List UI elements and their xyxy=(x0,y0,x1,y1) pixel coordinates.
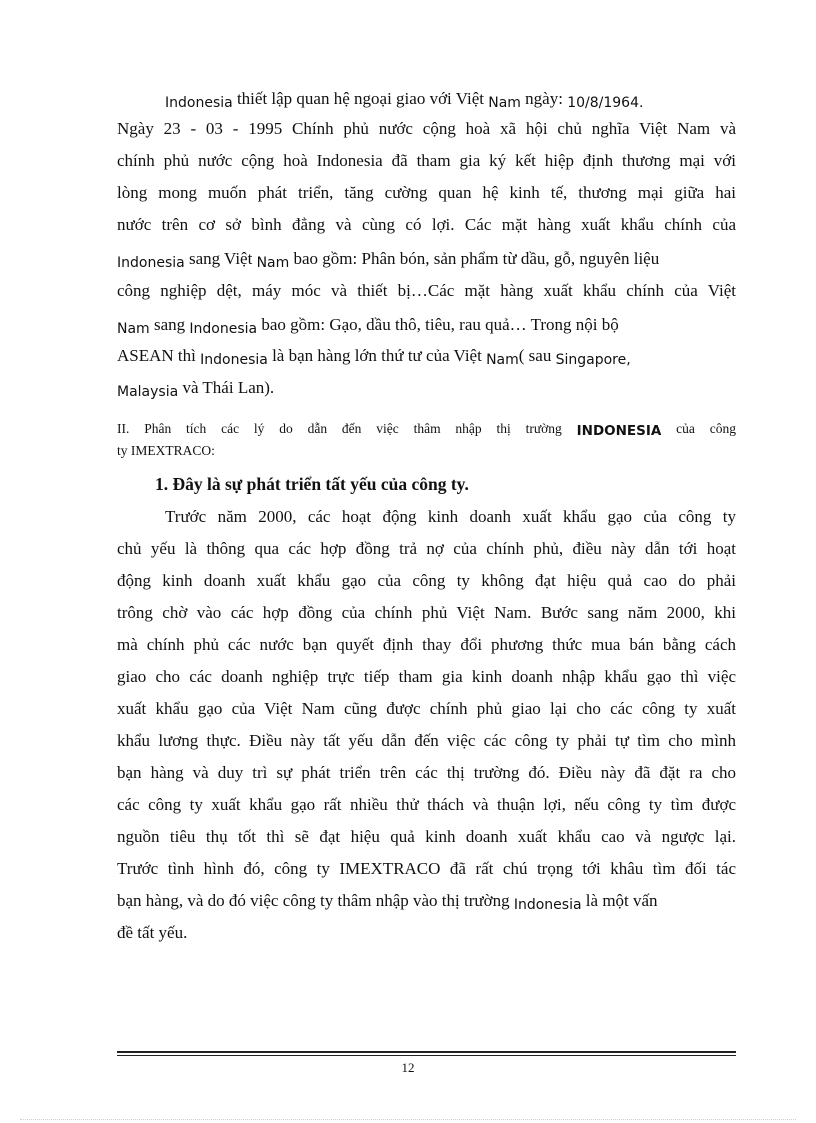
para2-line9: bạn hàng và duy trì sự phát triển trên các thị trường đó. Điều này đã đặt ra cho xyxy=(117,763,736,782)
text-fragment: bạn hàng, và do đó việc công ty thâm nhập vào thị trường xyxy=(117,891,514,910)
para1-line4: lòng mong muốn phát triển, tăng cường quan hệ kinh tế, thương mại giữa hai xyxy=(117,183,736,202)
para2-line14: đề tất yếu. xyxy=(117,923,188,942)
text-fragment: bao gồm: Gạo, dầu thô, tiêu, rau quả… Trong nội bộ xyxy=(257,315,619,334)
para2-line3: động kinh doanh xuất khẩu gạo của công ty không đạt hiệu quả cao do phải xyxy=(117,571,736,590)
para2-line1: Trước năm 2000, các hoạt động kinh doanh xuất khẩu gạo của công ty xyxy=(165,507,736,526)
word-indonesia: Indonesia xyxy=(165,95,233,111)
footer-rule-thin xyxy=(117,1055,736,1056)
date-text: 10/8/1964. xyxy=(567,95,644,111)
text-fragment: là một vấn xyxy=(581,891,658,910)
para1-line3: chính phủ nước cộng hoà Indonesia đã tham gia ký kết hiệp định thương mại với xyxy=(117,151,736,170)
word-singapore: Singapore, xyxy=(555,352,631,368)
text-fragment: thiết lập quan hệ ngoại giao với Việt xyxy=(232,89,489,108)
word-nam: Nam xyxy=(486,352,519,368)
para2-line11: nguồn tiêu thụ tốt thì sẽ đạt hiệu quả kinh doanh xuất khẩu cao và ngược lại. xyxy=(117,827,736,846)
text-fragment: của công xyxy=(661,421,736,436)
para1-line9 xyxy=(117,345,631,368)
para2-line4: trông chờ vào các hợp đồng của chính phủ Việt Nam. Bước sang năm 2000, khi xyxy=(117,603,736,622)
word-malaysia: Malaysia xyxy=(117,384,179,400)
para2-line2: chủ yếu là thông qua các hợp đồng trả nợ của chính phủ, điều này dẫn tới hoạt xyxy=(117,539,736,558)
word-nam: Nam xyxy=(488,95,521,111)
text-fragment: là bạn hàng lớn thứ tư của Việt xyxy=(267,346,487,365)
word-indonesia-bold: INDONESIA xyxy=(576,423,662,439)
page-number: 12 xyxy=(401,1060,415,1075)
para1-line5: nước trên cơ sở bình đẳng và cùng có lợi. Các mặt hàng xuất khẩu chính của xyxy=(117,215,736,234)
text-fragment: II. Phân tích các lý do dẫn đến việc thâm nhập thị trường xyxy=(117,421,577,436)
text-fragment: ( sau xyxy=(518,346,556,365)
word-indonesia: Indonesia xyxy=(189,321,258,337)
text-fragment: ASEAN thì xyxy=(117,346,201,365)
word-indonesia: Indonesia xyxy=(117,255,185,271)
text-fragment: ngày: xyxy=(520,89,568,108)
footer-rule-thick xyxy=(117,1051,736,1053)
page-bottom-border xyxy=(20,1119,796,1120)
subheading: 1. Đây là sự phát triển tất yếu của công ty. xyxy=(155,474,469,494)
para2-line7: xuất khẩu gạo của Việt Nam cũng được chính phủ giao lại cho các công ty xuất xyxy=(117,699,736,718)
word-nam: Nam xyxy=(256,255,290,271)
para1-line2: Ngày 23 - 03 - 1995 Chính phủ nước cộng hoà xã hội chủ nghĩa Việt Nam và xyxy=(117,119,736,138)
para2-line6: giao cho các doanh nghiệp trực tiếp tham gia kinh doanh nhập khẩu gạo thì việc xyxy=(117,667,736,686)
section-heading-line2: ty IMEXTRACO: xyxy=(117,443,215,458)
para1-line10 xyxy=(117,377,274,400)
para1-line1 xyxy=(165,88,643,111)
text-fragment: sang Việt xyxy=(184,249,257,268)
text-fragment: và Thái Lan). xyxy=(178,378,275,397)
para2-line13 xyxy=(117,890,658,913)
para1-line8 xyxy=(117,314,619,337)
text-fragment: bao gồm: Phân bón, sản phẩm từ dầu, gỗ, nguyên liệu xyxy=(289,249,660,268)
para1-line6 xyxy=(117,248,659,271)
section-heading-line1 xyxy=(117,418,736,440)
word-indonesia: Indonesia xyxy=(513,897,582,913)
text-fragment: sang xyxy=(149,315,190,334)
para1-line7: công nghiệp dệt, máy móc và thiết bị…Các mặt hàng xuất khẩu chính của Việt xyxy=(117,281,736,300)
para2-line12: Trước tình hình đó, công ty IMEXTRACO đã rất chú trọng tới khâu tìm đối tác xyxy=(117,859,736,878)
para2-line8: khẩu lương thực. Điều này tất yếu dẫn đến việc các công ty phải tự tìm cho mình xyxy=(117,731,736,750)
para2-line5: mà chính phủ các nước bạn quyết định thay đổi phương thức mua bán bằng cách xyxy=(117,635,736,654)
word-indonesia: Indonesia xyxy=(200,352,268,368)
word-nam: Nam xyxy=(117,321,150,337)
para2-line10: các công ty xuất khẩu gạo rất nhiều thử thách và thuận lợi, nếu công ty tìm được xyxy=(117,795,736,814)
